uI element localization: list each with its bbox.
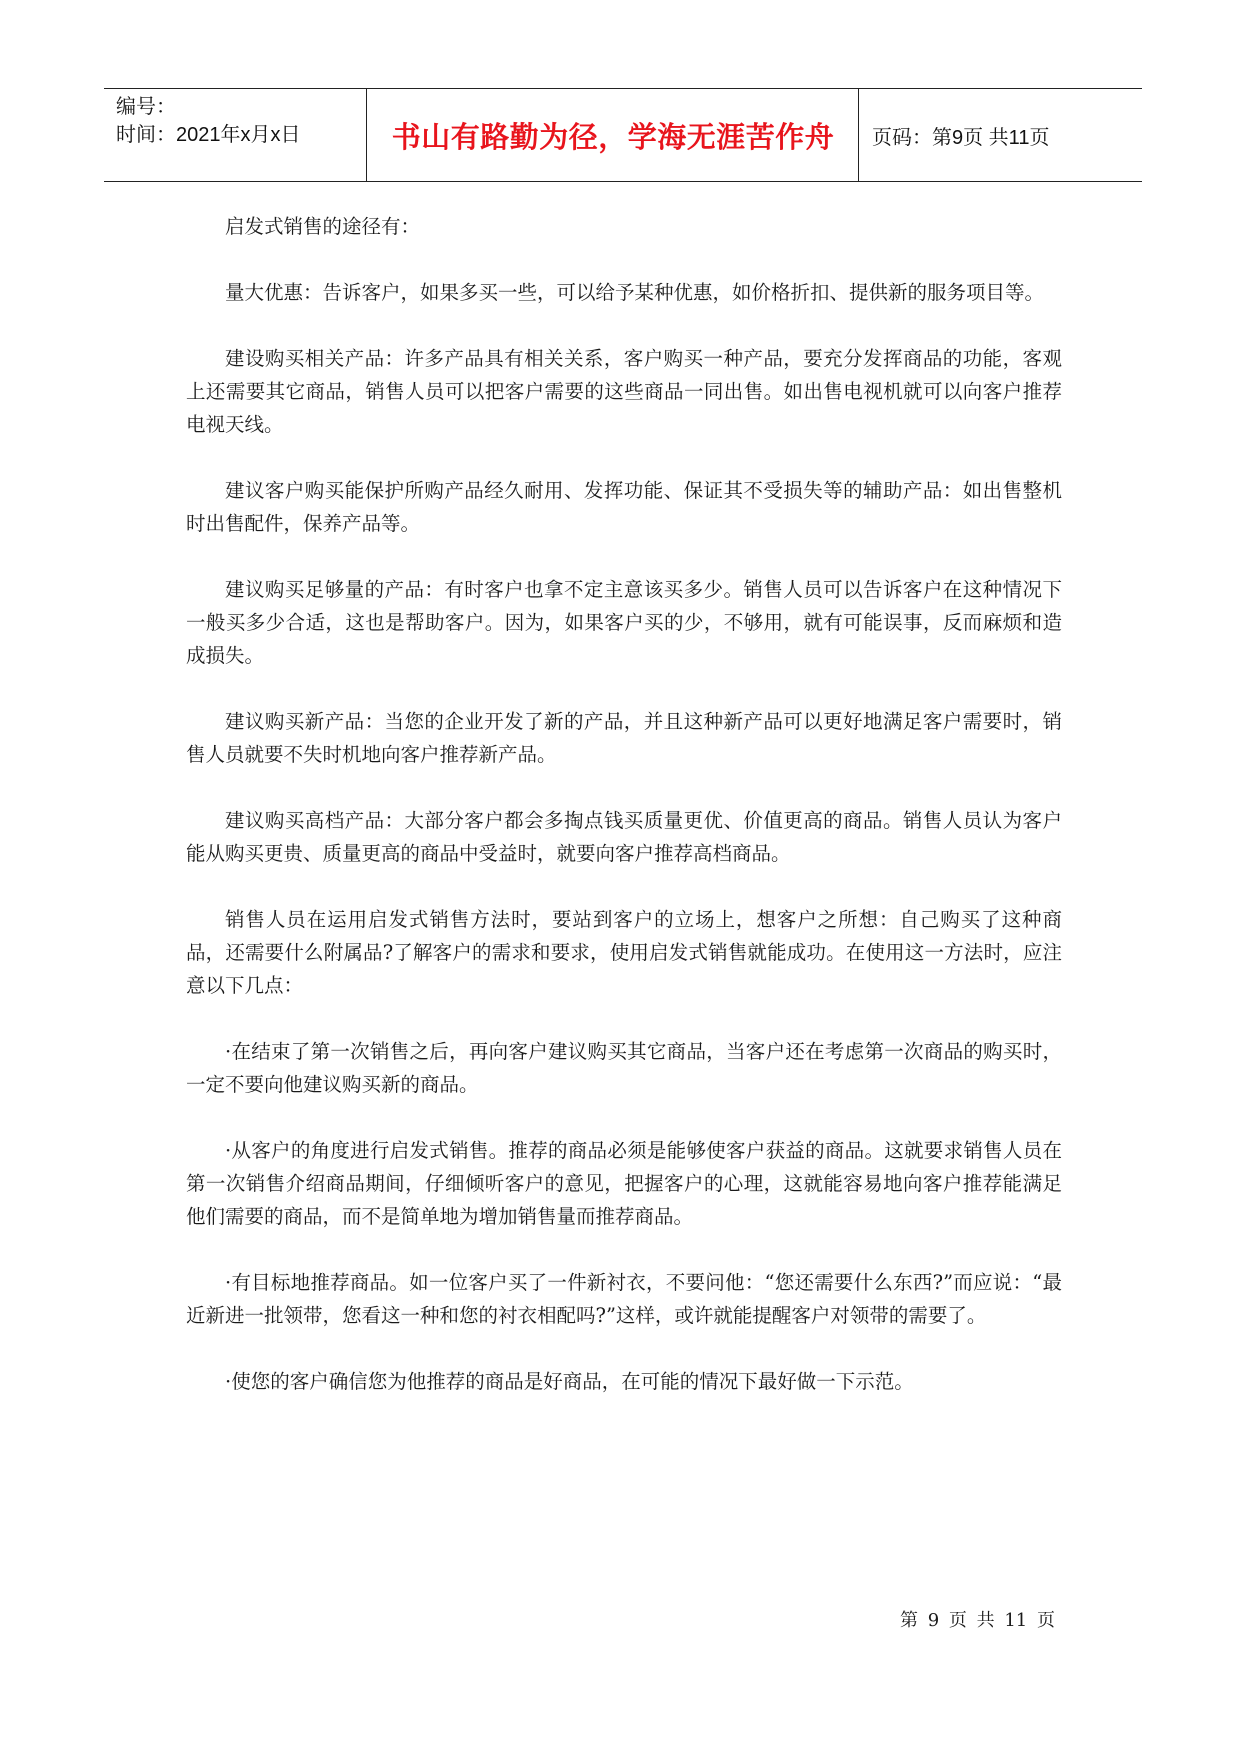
paragraph-related-products: 建设购买相关产品：许多产品具有相关关系，客户购买一种产品，要充分发挥商品的功能，客观上还需要其它商品，销售人员可以把客户需要的这些商品一同出售。如出售电视机就可以向客户推荐电视天线。	[186, 347, 1062, 436]
paragraph-sufficient-quantity: 建议购买足够量的产品：有时客户也拿不定主意该买多少。销售人员可以告诉客户在这种情况下一般买多少合适，这也是帮助客户。因为，如果客户买的少，不够用，就有可能误事，反而麻烦和造成损失。	[186, 578, 1062, 667]
bullet-item-demonstration: ·使您的客户确信您为他推荐的商品是好商品，在可能的情况下最好做一下示范。	[225, 1370, 914, 1393]
paragraph-auxiliary-products: 建议客户购买能保护所购产品经久耐用、发挥功能、保证其不受损失等的辅助产品：如出售整机时出售配件，保养产品等。	[186, 479, 1062, 535]
document-time-label: 时间：2021年x月x日	[116, 124, 301, 146]
paragraph-new-products: 建议购买新产品：当您的企业开发了新的产品，并且这种新产品可以更好地满足客户需要时，销售人员就要不失时机地向客户推荐新产品。	[186, 710, 1062, 766]
header-meta	[116, 93, 301, 149]
header-divider-left	[366, 89, 367, 181]
page-footer: 第 9 页 共 11 页	[900, 1610, 1055, 1631]
bullet-item-targeted-recommendation: ·有目标地推荐商品。如一位客户买了一件新衬衣，不要问他：“您还需要什么东西?”而应说：“最近新进一批领带，您看这一种和您的衬衣相配吗?”这样，或许就能提醒客户对领带的需要了。	[186, 1271, 1062, 1327]
paragraph-intro: 启发式销售的途径有：	[225, 215, 421, 238]
paragraph-volume-discount: 量大优惠：告诉客户，如果多买一些，可以给予某种优惠，如价格折扣、提供新的服务项目等。	[225, 281, 1045, 304]
bullet-item-after-first-sale: ·在结束了第一次销售之后，再向客户建议购买其它商品，当客户还在考虑第一次商品的购买时，一定不要向他建议购买新的商品。	[186, 1040, 1062, 1096]
document-body	[186, 210, 1062, 1431]
header-divider-right	[858, 89, 859, 181]
paragraph-premium-products: 建议购买高档产品：大部分客户都会多掏点钱买质量更优、价值更高的商品。销售人员认为客户能从购买更贵、质量更高的商品中受益时，就要向客户推荐高档商品。	[186, 809, 1062, 865]
bullet-item-customer-perspective: ·从客户的角度进行启发式销售。推荐的商品必须是能够使客户获益的商品。这就要求销售人员在第一次销售介绍商品期间，仔细倾听客户的意见，把握客户的心理，这就能容易地向客户推荐能满足他们需要的商品，而不是简单地为增加销售量而推荐商品。	[186, 1139, 1062, 1228]
header-motto: 书山有路勤为径，学海无涯苦作舟	[391, 120, 835, 154]
paragraph-method-notes: 销售人员在运用启发式销售方法时，要站到客户的立场上，想客户之所想：自己购买了这种商品，还需要什么附属品?了解客户的需求和要求，使用启发式销售就能成功。在使用这一方法时，应注意以下几点：	[186, 908, 1062, 997]
document-number-label: 编号：	[116, 96, 176, 118]
header-page-info: 页码：第9页 共11页	[872, 127, 1050, 149]
page-header	[104, 88, 1142, 182]
